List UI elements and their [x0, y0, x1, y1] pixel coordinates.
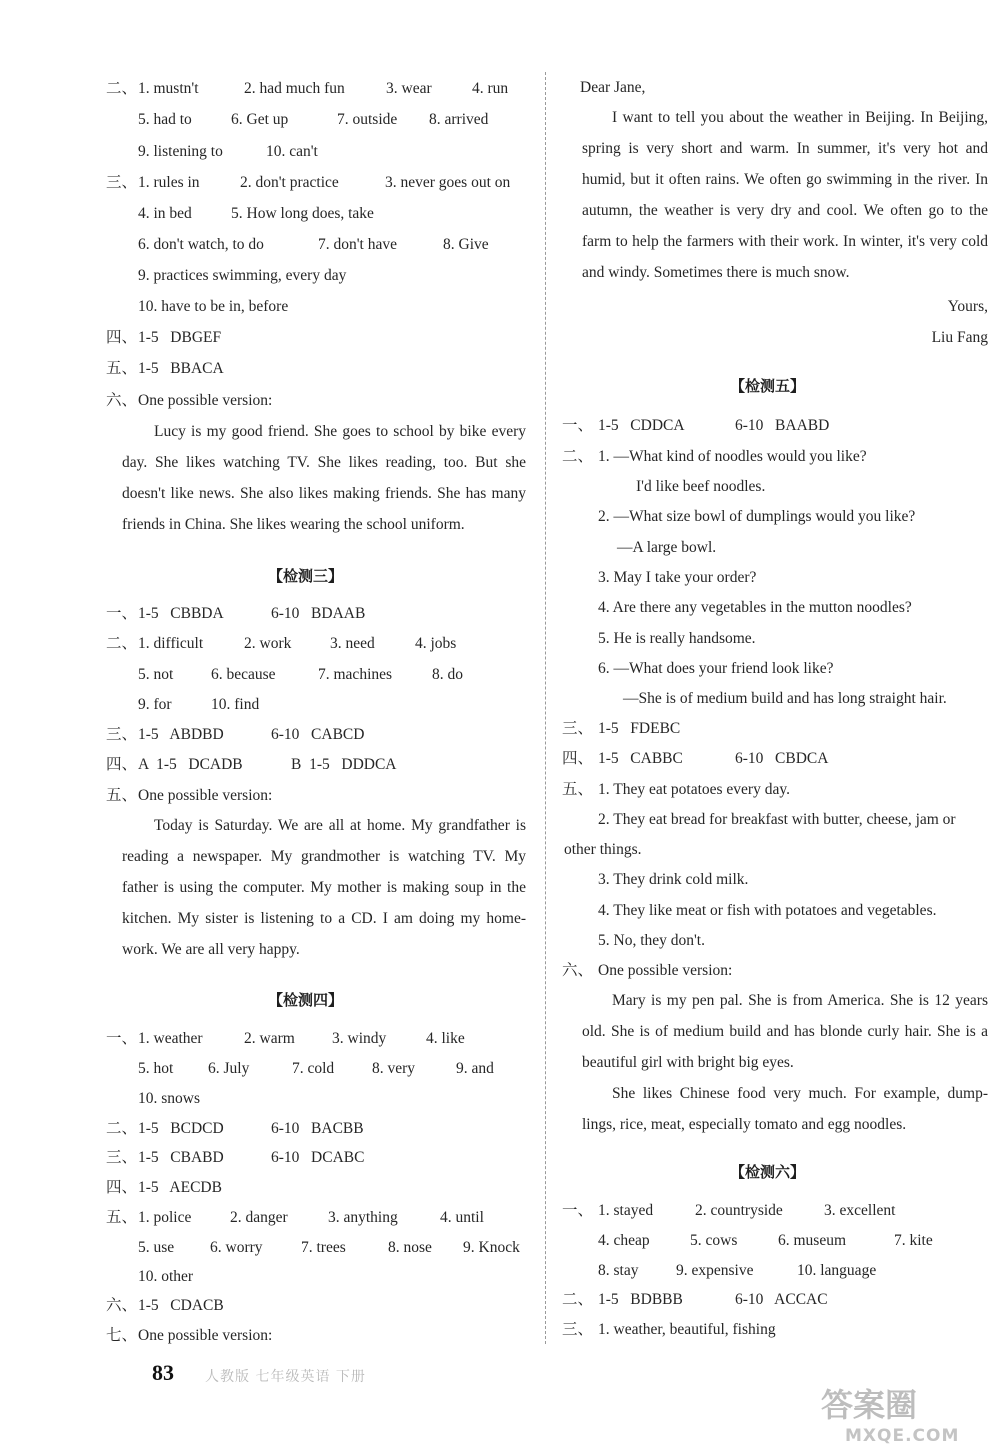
answer-item: 3. never goes out on	[385, 174, 511, 191]
answer-item: 5. use	[138, 1239, 175, 1256]
section-label: 六、	[106, 392, 138, 409]
answer-item: 2. don't practice	[240, 174, 339, 191]
answer-item: 1-5 ABDBD	[138, 726, 224, 743]
answer-item: 1. weather, beautiful, fishing	[598, 1321, 776, 1338]
answer-item: 9. practices swimming, every day	[138, 267, 347, 284]
section-label: 二、	[562, 1291, 594, 1308]
section-label: 五、	[106, 1209, 138, 1226]
answer-item: 3. windy	[332, 1030, 387, 1047]
answer-item: 5. cows	[690, 1232, 738, 1249]
t5-er-line-9: —She is of medium build and has long straight hair.	[623, 690, 947, 707]
answer-item: 6-10 BAABD	[735, 417, 830, 434]
answer-item: 6-10 ACCAC	[735, 1291, 828, 1308]
answer-item: 4. jobs	[415, 635, 457, 652]
answer-item: 6. July	[208, 1060, 250, 1077]
essay-paragraph: She likes Chinese food very much. For example, dump-lings, rice, meat, especially tomato and egg noodles.	[582, 1085, 988, 1133]
answer-item: 10. language	[797, 1262, 877, 1279]
t5-wu-line-5: 4. They like meat or fish with potatoes and vegetables.	[598, 902, 937, 919]
section-label: 三、	[106, 174, 138, 191]
answer-item: 4. in bed	[138, 205, 192, 222]
answer-item: 1. They eat potatoes every day.	[598, 781, 790, 798]
section-label: 二、	[106, 635, 138, 652]
answer-item: 6. museum	[778, 1232, 847, 1249]
answer-item: 9. expensive	[676, 1262, 754, 1279]
section-label: 四、	[106, 756, 138, 773]
answer-item: 1-5 BBACA	[138, 360, 224, 377]
section-heading: 【检测四】	[268, 991, 344, 1009]
answer-item: 2. work	[244, 635, 292, 652]
answer-item: 7. trees	[301, 1239, 346, 1256]
t5-er-line-6: 4. Are there any vegetables in the mutton noodles?	[598, 599, 912, 616]
column-divider	[545, 72, 546, 1344]
section-label: 三、	[562, 1321, 594, 1338]
answer-item: 1-5 BCDCD	[138, 1120, 224, 1137]
answer-item: A 1-5 DCADB	[138, 756, 243, 773]
answer-item: 4. until	[440, 1209, 484, 1226]
answer-item: 3. excellent	[824, 1202, 896, 1219]
t5-er-line-4: —A large bowl.	[617, 539, 717, 556]
section-heading: 【检测三】	[268, 567, 344, 585]
answer-item: 1-5 CBBDA	[138, 605, 224, 622]
answer-item: 9. Knock	[463, 1239, 520, 1256]
t5-er-line-2: I'd like beef noodles.	[636, 478, 766, 495]
answer-item: 8. very	[372, 1060, 416, 1077]
answer-item: 2. countryside	[695, 1202, 783, 1219]
section-heading: 【检测六】	[730, 1163, 806, 1181]
answer-item: 6. don't watch, to do	[138, 236, 264, 253]
answer-item: 1-5 FDEBC	[598, 720, 681, 737]
t5-er-line-5: 3. May I take your order?	[598, 569, 757, 586]
answer-item: 10. other	[138, 1268, 194, 1285]
answer-item: 8. do	[432, 666, 463, 683]
section-label: 一、	[562, 417, 594, 434]
page-number: 83	[152, 1360, 174, 1385]
section-label: 三、	[562, 720, 594, 737]
answer-item: 1-5 BDBBB	[598, 1291, 683, 1308]
letter-closing: Yours,	[947, 298, 988, 315]
answer-item: 1-5 CBABD	[138, 1149, 224, 1166]
essay-intro: One possible version:	[138, 787, 273, 804]
answer-item: 1-5 CABBC	[598, 750, 683, 767]
letter-body: I want to tell you about the weather in Beijing. In Beijing, spring is very short and warm. In summer, it's very hot and humid, but it often rains. We often go swimming in the river. In autumn, the weather is very dry and cool. We often go to the farm to help the farmers with their work. In winter, it's very cold and windy. Sometimes there is much snow.	[582, 109, 988, 281]
answer-item: 8. arrived	[429, 111, 489, 128]
answer-item: 6. Get up	[231, 111, 289, 128]
essay-paragraph: Today is Saturday. We are all at home. My grandfather is reading a newspaper. My grandmother is watching TV. My father is using the computer. My mother is making soup in the kitchen. My sister is listening to a CD. I am doing my home-work. We are all very happy.	[122, 817, 526, 958]
answer-item: 3. need	[330, 635, 375, 652]
section-label: 二、	[106, 1120, 138, 1137]
t5-er-line-3: 2. —What size bowl of dumplings would you like?	[598, 508, 916, 525]
answer-item: 7. machines	[318, 666, 393, 683]
letter-greeting: Dear Jane,	[580, 79, 646, 96]
answer-item: 10. have to be in, before	[138, 298, 289, 315]
answer-item: 4. run	[472, 80, 509, 97]
answer-item: 6. because	[211, 666, 276, 683]
answer-item: 5. hot	[138, 1060, 174, 1077]
watermark-site: MXQE.COM	[845, 1426, 960, 1445]
answer-item: 10. snows	[138, 1090, 201, 1107]
answer-item: B 1-5 DDDCA	[291, 756, 397, 773]
section-label: 六、	[106, 1297, 138, 1314]
watermark-logo	[815, 1380, 993, 1445]
section-label: 四、	[106, 1179, 138, 1196]
answer-item: 2. warm	[244, 1030, 295, 1047]
answer-item: 1-5 AECDB	[138, 1179, 222, 1196]
section-label: 三、	[106, 1149, 138, 1166]
section-label: 一、	[106, 605, 138, 622]
section-label: 二、	[562, 448, 594, 465]
answer-item: 5. had to	[138, 111, 192, 128]
answer-item: 1. police	[138, 1209, 192, 1226]
answer-item: 5. How long does, take	[231, 205, 374, 222]
answer-item: 7. cold	[292, 1060, 335, 1077]
book-title: 人教版 七年级英语 下册	[205, 1369, 366, 1385]
answer-item: 1. mustn't	[138, 80, 199, 97]
answer-item: 3. anything	[328, 1209, 398, 1226]
section-label: 一、	[562, 1202, 594, 1219]
section-label: 五、	[562, 781, 594, 798]
answer-item: 3. wear	[386, 80, 432, 97]
answer-item: 1-5 CDDCA	[598, 417, 685, 434]
answer-item: 6-10 DCABC	[271, 1149, 365, 1166]
section-label: 五、	[106, 360, 138, 377]
t5-wu-line-4: 3. They drink cold milk.	[598, 871, 749, 888]
answer-item: 1. stayed	[598, 1202, 654, 1219]
section-label: 一、	[106, 1030, 138, 1047]
answer-item: 5. not	[138, 666, 174, 683]
answer-item: 8. Give	[443, 236, 489, 253]
answer-item: 8. stay	[598, 1262, 639, 1279]
answer-item: 1. —What kind of noodles would you like?	[598, 448, 867, 465]
essay-paragraph: Mary is my pen pal. She is from America. She is 12 years old. She is of medium build and has blonde curly hair. She is a beautiful girl with bright big eyes.	[582, 992, 988, 1071]
section-label: 二、	[106, 80, 138, 97]
t5-wu-line-2: 2. They eat bread for breakfast with butter, cheese, jam or	[598, 811, 956, 828]
answer-item: 9. listening to	[138, 143, 223, 160]
answer-item: 2. had much fun	[244, 80, 345, 97]
essay-intro: One possible version:	[138, 1327, 273, 1344]
answer-item: 6-10 CBDCA	[735, 750, 829, 767]
section-heading: 【检测五】	[730, 377, 806, 395]
section-label: 四、	[106, 329, 138, 346]
answer-item: 10. can't	[266, 143, 318, 160]
answer-item: 1. rules in	[138, 174, 200, 191]
answer-item: 2. danger	[230, 1209, 288, 1226]
watermark-logo-graphic	[815, 1380, 993, 1445]
section-label: 七、	[106, 1327, 138, 1344]
essay-intro: One possible version:	[598, 962, 733, 979]
section-label: 六、	[562, 962, 594, 979]
answer-item: 1. difficult	[138, 635, 204, 652]
answer-item: 10. find	[211, 696, 260, 713]
answer-item: 4. cheap	[598, 1232, 650, 1249]
answer-item: 6-10 BDAAB	[271, 605, 366, 622]
section-label: 三、	[106, 726, 138, 743]
answer-item: 7. kite	[894, 1232, 933, 1249]
answer-item: 7. don't have	[318, 236, 397, 253]
t5-er-line-7: 5. He is really handsome.	[598, 630, 756, 647]
t5-er-line-8: 6. —What does your friend look like?	[598, 660, 834, 677]
answer-item: 6-10 CABCD	[271, 726, 365, 743]
essay-intro: One possible version:	[138, 392, 273, 409]
answer-item: 1-5 CDACB	[138, 1297, 224, 1314]
answer-item: 6. worry	[210, 1239, 263, 1256]
answer-item: 9. and	[456, 1060, 494, 1077]
section-label: 五、	[106, 787, 138, 804]
section-label: 四、	[562, 750, 594, 767]
t5-wu-line-3: other things.	[564, 841, 642, 858]
answer-item: 7. outside	[337, 111, 398, 128]
answer-item: 1-5 DBGEF	[138, 329, 222, 346]
letter-signature: Liu Fang	[931, 329, 988, 346]
watermark-logo-text: 答案圈	[821, 1386, 918, 1424]
answer-item: 1. weather	[138, 1030, 203, 1047]
answer-item: 9. for	[138, 696, 172, 713]
t5-wu-line-6: 5. No, they don't.	[598, 932, 705, 949]
answer-item: 6-10 BACBB	[271, 1120, 364, 1137]
answer-item: 4. like	[426, 1030, 465, 1047]
answer-item: 8. nose	[388, 1239, 432, 1256]
essay-paragraph: Lucy is my good friend. She goes to school by bike every day. She likes watching TV. She likes reading, too. But she doesn't like news. She also likes making friends. She has many friends in China. She likes wearing the school uniform.	[122, 423, 526, 533]
